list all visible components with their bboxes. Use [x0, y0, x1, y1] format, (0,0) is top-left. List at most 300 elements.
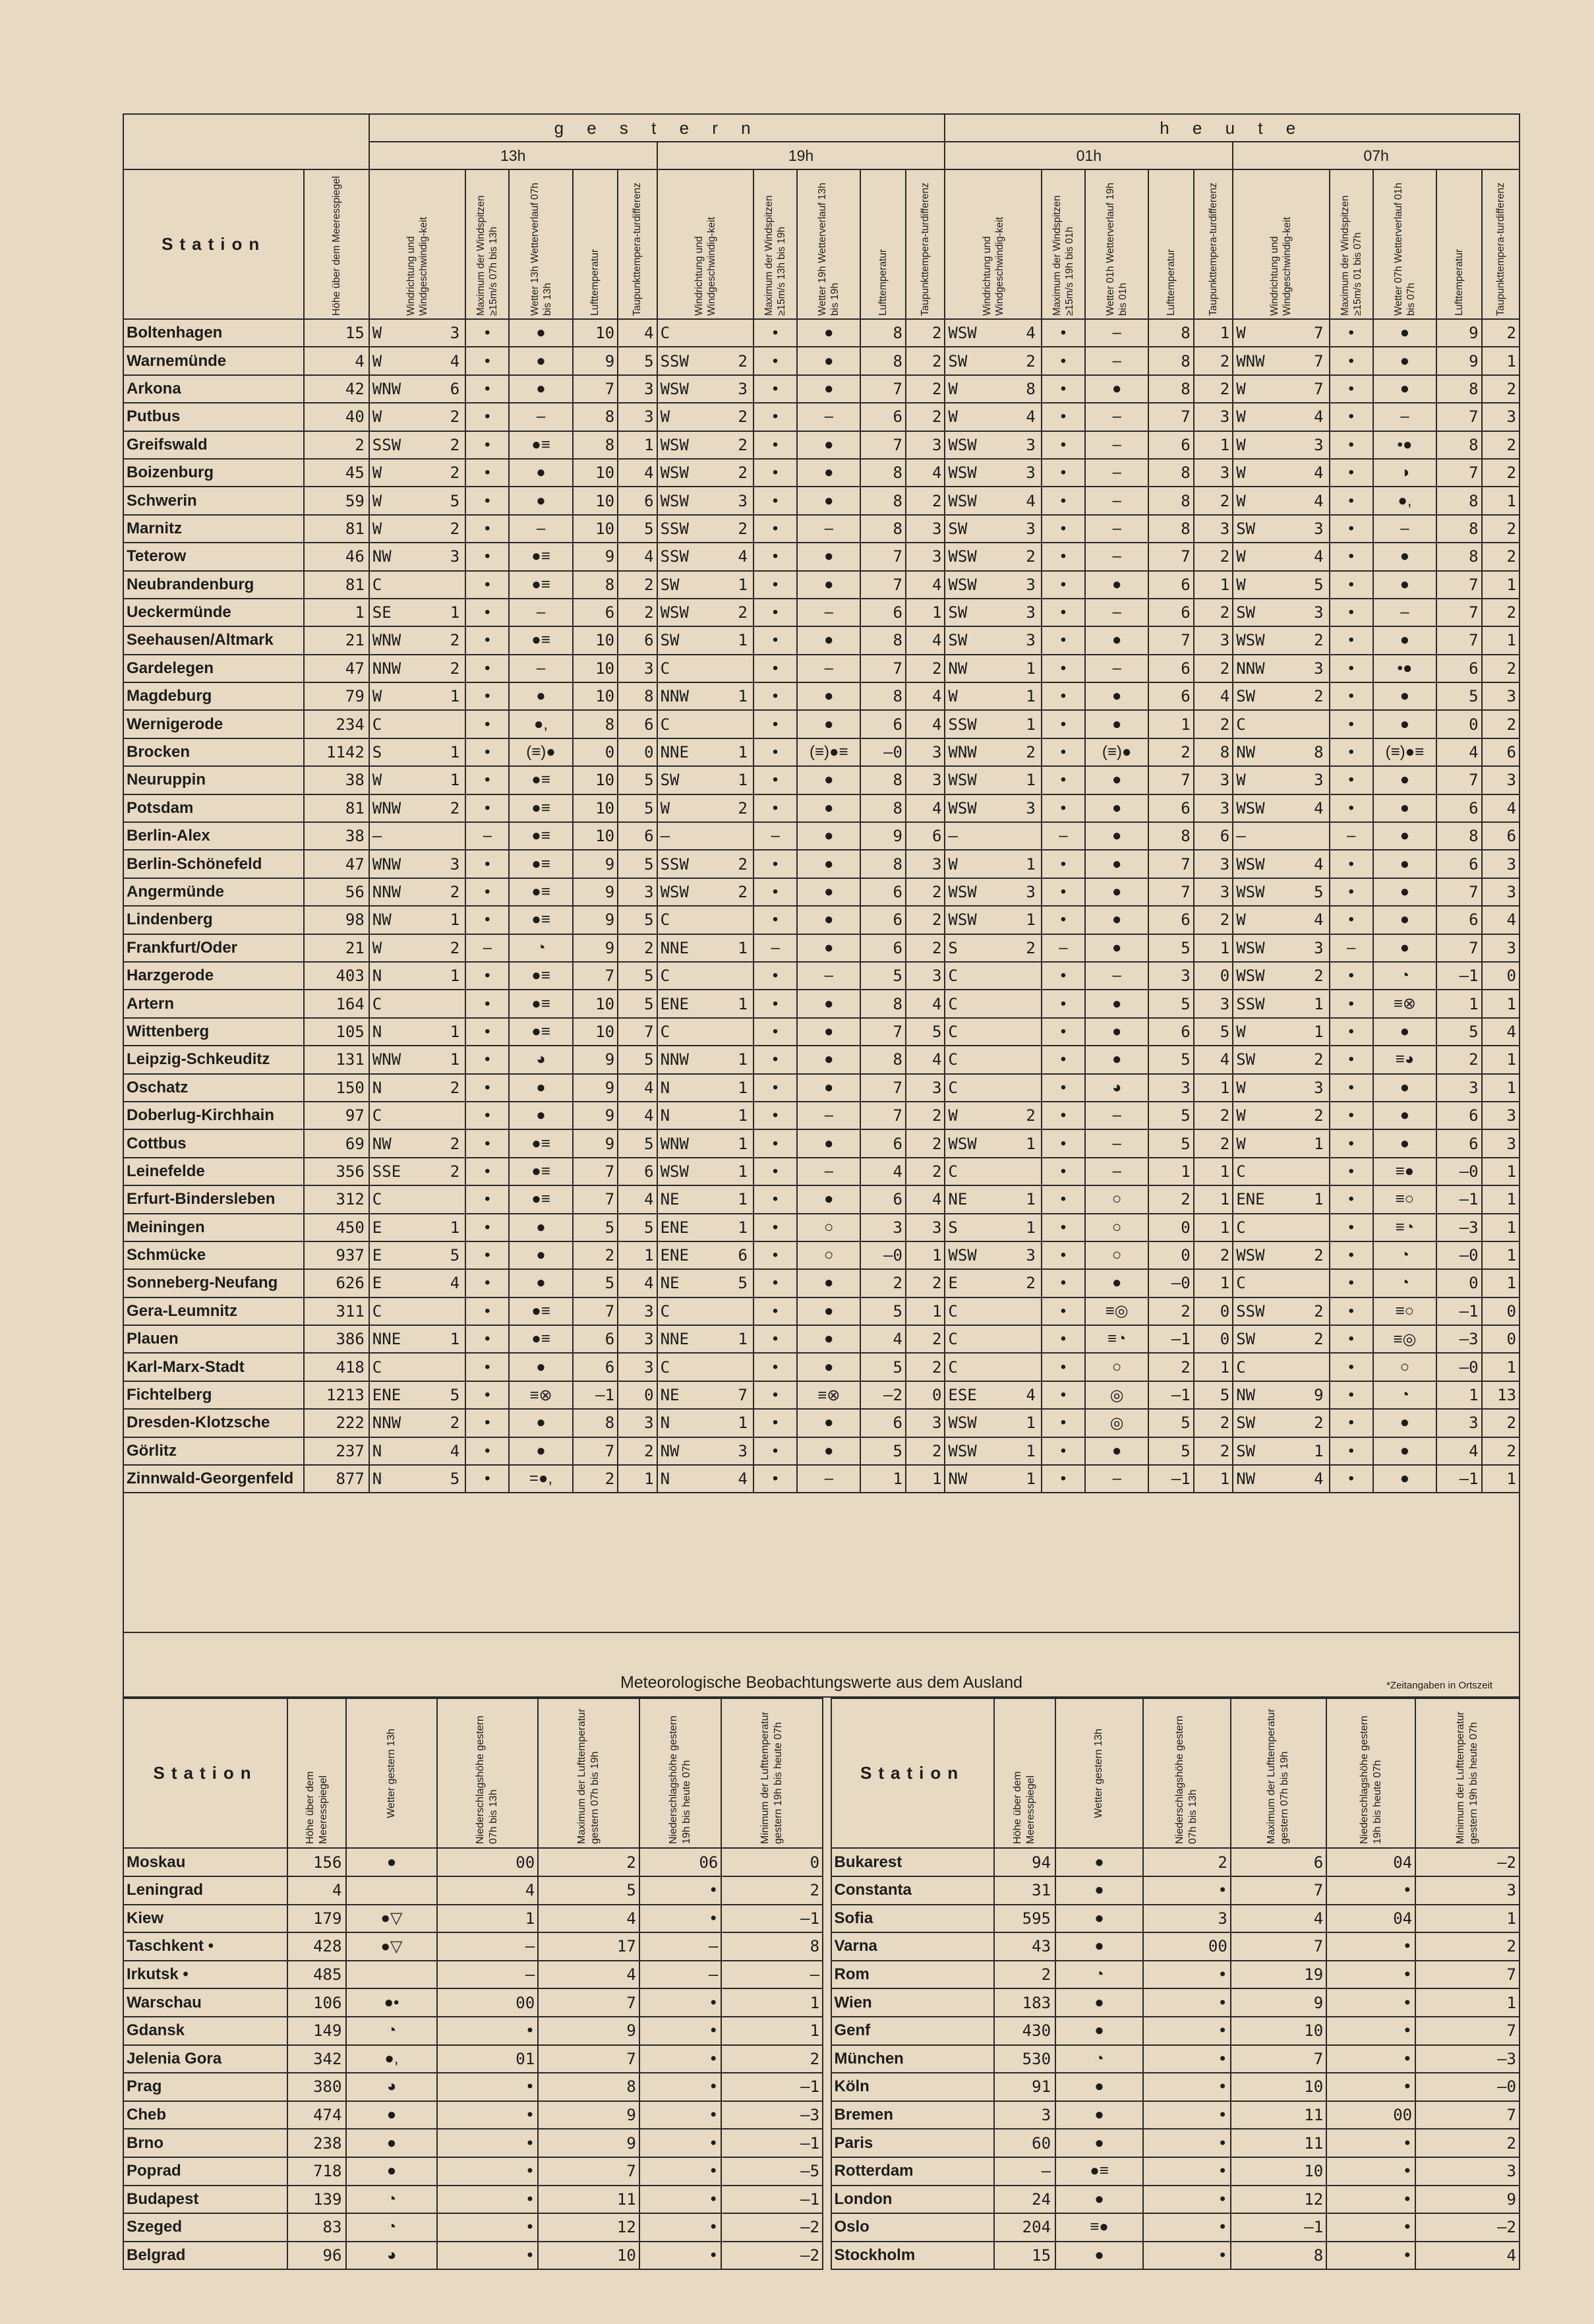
- station-height: 356: [336, 1162, 365, 1181]
- wind-direction: NW: [372, 910, 392, 930]
- precip-day-value: •: [1218, 2218, 1227, 2237]
- wind-speed: 1: [1026, 910, 1036, 930]
- weather-symbol: ●: [536, 379, 546, 398]
- station-height: 81: [345, 575, 365, 594]
- dewpoint-value: 1: [1220, 1470, 1230, 1489]
- temperature-value: 8: [1469, 547, 1479, 566]
- min-temp-value: –5: [800, 2162, 820, 2181]
- dewpoint-value: 1: [644, 435, 654, 454]
- wind-speed: 1: [450, 967, 460, 986]
- temperature-value: –1: [1459, 1301, 1479, 1321]
- weather-symbol: ●: [536, 491, 546, 510]
- max-gust-value: •: [1348, 967, 1354, 985]
- max-gust-value: •: [772, 1274, 779, 1292]
- wind-speed: 2: [1026, 547, 1036, 566]
- min-temp-value: 7: [1506, 2106, 1516, 2125]
- max-gust-value: •: [772, 547, 779, 566]
- dewpoint-value: 0: [1220, 1301, 1230, 1321]
- dewpoint-value: 4: [931, 631, 942, 650]
- precip-day-value: •: [525, 2162, 535, 2181]
- max-gust-value: •: [1348, 1134, 1354, 1152]
- precip-night-value: •: [708, 2133, 719, 2153]
- max-gust-value: •: [1348, 1078, 1354, 1096]
- max-temp-value: 7: [1313, 1937, 1324, 1956]
- station-height: 59: [345, 491, 365, 510]
- wind-speed: 2: [450, 659, 460, 678]
- min-temp-value: 1: [1506, 1993, 1516, 2012]
- wind-direction: ENE: [660, 994, 689, 1013]
- temperature-value: 2: [1181, 1190, 1191, 1209]
- dewpoint-value: 2: [931, 659, 942, 678]
- dewpoint-value: 3: [1506, 1106, 1516, 1125]
- max-gust-value: •: [1348, 1330, 1354, 1348]
- wind-direction: SW: [948, 631, 968, 650]
- dewpoint-value: 2: [644, 938, 654, 957]
- wind-speed: 1: [738, 1106, 748, 1125]
- temperature-value: –1: [1459, 1470, 1479, 1489]
- wind-direction: C: [948, 1330, 958, 1349]
- max-gust-value: •: [1348, 687, 1354, 705]
- max-gust-value: –: [1347, 938, 1356, 957]
- precip-night-value: •: [708, 2077, 719, 2097]
- wind-direction: SW: [948, 519, 968, 538]
- temperature-value: 8: [893, 463, 902, 483]
- max-gust-value: •: [485, 910, 490, 929]
- table-row: [123, 738, 1520, 766]
- max-gust-value: •: [485, 575, 490, 593]
- temperature-value: 6: [1469, 1106, 1479, 1125]
- dewpoint-value: 2: [1220, 1441, 1230, 1460]
- weather-symbol: ●: [824, 687, 834, 705]
- weather-symbol: ○: [1111, 1357, 1122, 1376]
- dewpoint-value: 5: [644, 854, 654, 874]
- table-row: [123, 1269, 1520, 1297]
- wind-direction: WSW: [948, 324, 977, 343]
- wind-speed: 4: [738, 547, 748, 566]
- temperature-value: 6: [893, 1190, 902, 1209]
- wind-speed: 4: [1314, 910, 1324, 930]
- max-temp-value: 11: [1304, 2133, 1324, 2153]
- max-gust-value: •: [485, 1050, 490, 1069]
- dewpoint-value: 2: [1506, 1441, 1516, 1460]
- weather-symbol: ≡◔: [1107, 1330, 1127, 1348]
- max-gust-value: •: [1060, 603, 1067, 622]
- wind-direction: SSW: [1236, 1301, 1265, 1321]
- max-gust-value: •: [485, 1162, 490, 1180]
- wind-direction: N: [372, 1470, 382, 1489]
- temperature-value: 2: [1181, 1301, 1191, 1321]
- dewpoint-value: 2: [931, 1357, 942, 1377]
- station-height: 47: [345, 659, 365, 678]
- station-name: Meiningen: [127, 1218, 205, 1236]
- table-row: [123, 1185, 1520, 1213]
- temperature-value: 7: [1181, 547, 1191, 566]
- max-gust-value: •: [485, 463, 490, 482]
- table-row: [123, 794, 1520, 822]
- wind-direction: C: [660, 1301, 670, 1321]
- station-name: Görlitz: [127, 1441, 177, 1460]
- temperature-value: 8: [605, 407, 615, 427]
- max-gust-value: •: [772, 1050, 779, 1069]
- station-name: Ueckermünde: [127, 603, 231, 622]
- wind-direction: SSE: [372, 1162, 401, 1181]
- temperature-value: 7: [893, 1022, 902, 1041]
- weather-symbol: ●: [1400, 910, 1410, 929]
- max-gust-value: •: [485, 771, 490, 789]
- wind-direction: W: [372, 771, 382, 790]
- precip-night-value: •: [1402, 1993, 1413, 2012]
- wind-speed: 2: [738, 854, 748, 874]
- weather-symbol: ◔: [386, 2021, 397, 2040]
- temperature-value: 7: [1469, 883, 1479, 901]
- max-gust-value: •: [1060, 491, 1067, 510]
- max-gust-value: •: [485, 1386, 490, 1404]
- weather-symbol: ●: [1111, 1441, 1122, 1460]
- weather-symbol: ●≡: [531, 798, 550, 817]
- precip-night-value: •: [708, 1993, 719, 2012]
- wind-direction: WSW: [1236, 967, 1265, 986]
- weather-symbol: ●: [1094, 2106, 1104, 2124]
- temperature-value: 0: [1469, 715, 1479, 734]
- wind-direction: SSW: [660, 519, 689, 538]
- temperature-header-07h: Lufttemperatur: [1453, 249, 1465, 316]
- wind-direction: W: [1236, 435, 1246, 454]
- station-name: Erfurt-Bindersleben: [127, 1190, 276, 1208]
- wind-speed: 2: [450, 1414, 460, 1433]
- station-height: 97: [345, 1106, 365, 1125]
- weather-symbol: ≡⊗: [1393, 995, 1416, 1013]
- max-gust-value: •: [485, 1022, 490, 1040]
- weather-symbol: –: [1112, 659, 1121, 677]
- dewpoint-value: 5: [644, 994, 654, 1013]
- min-temp-value: 7: [1506, 1965, 1516, 1984]
- temperature-value: 7: [605, 379, 615, 398]
- weather-symbol: –: [1112, 519, 1121, 537]
- wind-speed: 1: [1026, 1134, 1036, 1153]
- weather-symbol: ●▽: [380, 1937, 403, 1955]
- wind-direction: C: [372, 994, 382, 1013]
- weather-symbol: ●,: [1398, 491, 1412, 510]
- dewpoint-value: 2: [931, 324, 942, 343]
- weather-symbol: –: [824, 519, 833, 537]
- table-row: [123, 2129, 1520, 2157]
- wind-direction: S: [372, 743, 382, 762]
- wind-direction: NNW: [660, 687, 689, 706]
- weather-symbol: ●: [824, 1441, 834, 1460]
- wind-speed: 1: [738, 1134, 748, 1153]
- temperature-value: 7: [893, 1106, 902, 1125]
- max-gust-value: •: [1060, 1274, 1067, 1292]
- precip-night-value: •: [1402, 1965, 1413, 1984]
- wind-direction: SW: [1236, 1330, 1256, 1349]
- temperature-value: 10: [595, 687, 615, 706]
- wind-direction: SSW: [372, 435, 401, 454]
- dewpoint-value: 4: [1506, 1022, 1516, 1041]
- station-height: 238: [313, 2133, 342, 2153]
- temperature-value: 1: [1181, 1162, 1191, 1181]
- weather-symbol: –: [1112, 547, 1121, 566]
- temperature-value: 9: [605, 547, 615, 566]
- table-row: [123, 1988, 1520, 2017]
- wind-speed: 3: [738, 1441, 748, 1460]
- precip-day-value: 00: [1208, 1937, 1227, 1956]
- dewpoint-value: 2: [931, 1134, 942, 1153]
- max-temp-value: 6: [1313, 1853, 1324, 1872]
- table-row: [123, 822, 1520, 850]
- wind-direction: C: [372, 575, 382, 594]
- temperature-value: 7: [1469, 771, 1479, 790]
- temperature-value: 6: [893, 1134, 902, 1153]
- temperature-value: 6: [1469, 1134, 1479, 1153]
- weather-symbol: ●: [824, 463, 834, 482]
- station-name: Karl-Marx-Stadt: [127, 1357, 245, 1376]
- weather-symbol: ●: [824, 547, 834, 566]
- weather-symbol: ●: [536, 463, 546, 482]
- dewpoint-value: 2: [1220, 659, 1230, 678]
- station-name: Gdansk: [127, 2021, 185, 2040]
- max-gust-value: •: [1348, 324, 1354, 342]
- weather-symbol: ●,: [384, 2049, 399, 2068]
- temperature-value: 6: [1469, 798, 1479, 818]
- weather-symbol: –: [824, 967, 833, 985]
- wind-speed: 1: [1026, 1190, 1036, 1209]
- weather-symbol: ●: [1094, 1937, 1104, 1955]
- temperature-value: 6: [1181, 910, 1191, 930]
- max-gust-value: •: [1348, 883, 1354, 901]
- max-gust-value: •: [1060, 351, 1067, 370]
- dewpoint-value: 1: [1220, 435, 1230, 454]
- weather-symbol: ●≡: [531, 547, 550, 566]
- wind-direction: C: [948, 1162, 958, 1181]
- wind-direction: S: [948, 938, 958, 957]
- dewpoint-value: 2: [1506, 547, 1516, 566]
- temperature-value: 8: [893, 798, 902, 818]
- wind-speed: 5: [450, 491, 460, 510]
- precip-day-value: •: [1218, 2021, 1227, 2041]
- wind-direction: SSW: [1236, 994, 1265, 1013]
- max-temp-value: 9: [626, 2021, 636, 2041]
- weather-symbol: –: [536, 659, 546, 677]
- dewpoint-value: 2: [1220, 1246, 1230, 1265]
- weather-symbol: ●: [824, 1274, 834, 1292]
- max-gust-value: •: [485, 407, 490, 426]
- station-height: 342: [313, 2049, 342, 2068]
- wind-speed: 2: [450, 631, 460, 650]
- weather-symbol: ●≡: [531, 827, 550, 845]
- wind-direction: NW: [948, 659, 968, 678]
- max-gust-value: •: [772, 1218, 779, 1236]
- wind-direction: W: [1236, 771, 1246, 790]
- temperature-value: 7: [1469, 575, 1479, 594]
- weather-symbol: ◔: [1400, 1274, 1410, 1292]
- wind-speed: 3: [1314, 519, 1324, 538]
- dewpoint-value: 1: [1506, 1078, 1516, 1097]
- station-height: 15: [345, 324, 365, 343]
- station-name: Fichtelberg: [127, 1386, 212, 1404]
- header-heute: h e u t e: [945, 114, 1520, 142]
- dewpoint-value: 3: [644, 1414, 654, 1433]
- wind-speed: 3: [1314, 1078, 1324, 1097]
- table-row: [123, 962, 1520, 990]
- wind-speed: 2: [738, 351, 748, 371]
- weather-symbol: ◔: [536, 938, 546, 957]
- wind-speed: 9: [1314, 1386, 1324, 1405]
- weather-symbol: ●: [824, 1078, 834, 1096]
- weather-symbol: ●: [824, 994, 834, 1013]
- temperature-value: 5: [893, 967, 902, 986]
- wind-direction: WNW: [948, 743, 977, 762]
- wind-speed: 3: [450, 854, 460, 874]
- max-gust-value: •: [772, 1357, 779, 1376]
- temperature-value: 6: [893, 883, 902, 901]
- station-name: Lindenberg: [127, 910, 213, 929]
- table-row: [123, 1465, 1520, 1493]
- max-gust-value: •: [485, 1470, 490, 1488]
- precip-day-value: 4: [525, 1881, 535, 1900]
- temperature-value: 10: [595, 994, 615, 1013]
- dewpoint-value: 1: [1506, 575, 1516, 594]
- wind-direction: NNW: [1236, 659, 1265, 678]
- max-gust-value: •: [485, 1414, 490, 1432]
- max-temp-value: 2: [626, 1853, 636, 1872]
- precip-night-value: 04: [1393, 1853, 1413, 1872]
- temperature-value: 10: [595, 798, 615, 818]
- weather-symbol: –: [1112, 1470, 1121, 1488]
- abroad-note: *Zeitangaben in Ortszeit: [1386, 1680, 1492, 1692]
- weather-symbol: ●: [824, 1301, 834, 1320]
- wind-direction: C: [948, 1301, 958, 1321]
- wind-speed: 2: [450, 938, 460, 957]
- weather-symbol: ●≡: [531, 854, 550, 873]
- max-temp-value: 9: [626, 2106, 636, 2125]
- wind-direction: WNW: [372, 379, 401, 398]
- dewpoint-value: 6: [644, 1162, 654, 1181]
- station-name: London: [834, 2190, 893, 2208]
- weather-symbol: ●: [536, 1218, 546, 1236]
- dewpoint-value: 1: [931, 603, 942, 622]
- max-gust-value: –: [1347, 827, 1356, 845]
- wind-speed: 4: [1314, 491, 1324, 510]
- dewpoint-value: 3: [1220, 463, 1230, 483]
- wind-direction: C: [1236, 1274, 1246, 1293]
- temperature-value: 5: [1469, 687, 1479, 706]
- weather-symbol: ≡●: [1090, 2218, 1109, 2236]
- wind-direction: W: [948, 407, 958, 427]
- weather-symbol: ≡○: [1395, 1301, 1415, 1320]
- temperature-value: 8: [1181, 379, 1191, 398]
- max-temp-value: 10: [1304, 2021, 1324, 2041]
- weather-symbol: ●: [824, 910, 834, 929]
- temperature-value: 9: [1469, 351, 1479, 371]
- wind-direction: C: [948, 1050, 958, 1069]
- max-gust-header-13h: Maximum der Windspitzen ≥15m/s 07h bis 13h: [475, 195, 500, 316]
- dewpoint-value: 2: [1220, 1134, 1230, 1153]
- wind-speed: 1: [450, 743, 460, 762]
- max-gust-value: •: [1348, 1274, 1354, 1292]
- wind-speed: 2: [738, 407, 748, 427]
- temperature-value: 9: [605, 910, 615, 930]
- wind-speed: 2: [738, 883, 748, 901]
- dewpoint-value: 3: [644, 1301, 654, 1321]
- weather-symbol: ●: [1400, 379, 1410, 398]
- temperature-value: 8: [893, 994, 902, 1013]
- max-gust-value: •: [485, 1301, 490, 1320]
- dewpoint-value: 3: [1220, 771, 1230, 790]
- header-01h: 01h: [945, 142, 1233, 169]
- max-temp-value: 9: [626, 2133, 636, 2153]
- wind-direction: –: [1236, 827, 1246, 846]
- abroad-weather-header-left: Wetter gestern 13h: [385, 1729, 397, 1818]
- max-gust-value: •: [1060, 547, 1067, 566]
- wind-speed: 8: [1026, 379, 1036, 398]
- max-gust-value: •: [1060, 1357, 1067, 1376]
- wind-direction: C: [372, 1357, 382, 1377]
- dewpoint-value: 3: [931, 519, 942, 538]
- dewpoint-value: 3: [1506, 854, 1516, 874]
- dewpoint-value: 6: [1506, 827, 1516, 846]
- precip-day-value: •: [525, 2077, 535, 2097]
- dewpoint-value: 2: [1506, 715, 1516, 734]
- min-temp-value: –0: [1497, 2077, 1516, 2097]
- max-gust-value: •: [772, 1330, 779, 1348]
- weather-symbol: –: [536, 407, 546, 426]
- weather-symbol: –: [536, 603, 546, 622]
- wind-speed: 1: [1026, 771, 1036, 790]
- min-temp-value: 4: [1506, 2246, 1516, 2265]
- max-gust-value: •: [772, 603, 779, 622]
- min-temp-value: –2: [1497, 1853, 1516, 1872]
- weather-symbol: ≡⊗: [817, 1386, 841, 1404]
- wind-direction: SW: [660, 575, 680, 594]
- wind-speed: 5: [450, 1470, 460, 1489]
- wind-speed: 1: [738, 575, 748, 594]
- temperature-value: 1: [893, 1470, 902, 1489]
- dewpoint-value: 3: [644, 379, 654, 398]
- wind-speed: 1: [738, 1050, 748, 1069]
- precip-night-value: 04: [1393, 1909, 1413, 1928]
- weather-symbol: ●: [1111, 798, 1122, 817]
- temperature-value: 8: [893, 771, 902, 790]
- precip-night-value: •: [1402, 1881, 1413, 1900]
- station-name: Putbus: [127, 407, 181, 426]
- precip-day-value: 2: [1218, 1853, 1227, 1872]
- station-name: Jelenia Gora: [127, 2049, 222, 2068]
- station-name: Dresden-Klotzsche: [127, 1414, 270, 1432]
- min-temp-value: –3: [800, 2106, 820, 2125]
- dewpoint-value: 4: [931, 1190, 942, 1209]
- max-temp-value: 9: [1313, 1993, 1324, 2012]
- max-gust-value: •: [1348, 379, 1354, 398]
- table-row: [123, 906, 1520, 934]
- temperature-value: 8: [893, 687, 902, 706]
- max-gust-value: •: [772, 575, 779, 593]
- temperature-value: 7: [605, 1441, 615, 1460]
- weather-symbol: ●: [1111, 687, 1122, 705]
- dewpoint-value: 3: [1506, 407, 1516, 427]
- dewpoint-value: 1: [1506, 631, 1516, 650]
- min-temp-value: –2: [800, 2218, 820, 2237]
- station-name: Budapest: [127, 2190, 199, 2208]
- dewpoint-value: 6: [644, 827, 654, 846]
- weather-symbol: ●: [1400, 324, 1410, 342]
- station-name: Boizenburg: [127, 463, 214, 482]
- wind-speed: 2: [1314, 967, 1324, 986]
- wind-direction: W: [660, 407, 670, 427]
- wind-speed: 1: [1314, 1190, 1324, 1209]
- dewpoint-value: 0: [1506, 1301, 1516, 1321]
- wind-speed: 4: [738, 1470, 748, 1489]
- dewpoint-value: 2: [1506, 379, 1516, 398]
